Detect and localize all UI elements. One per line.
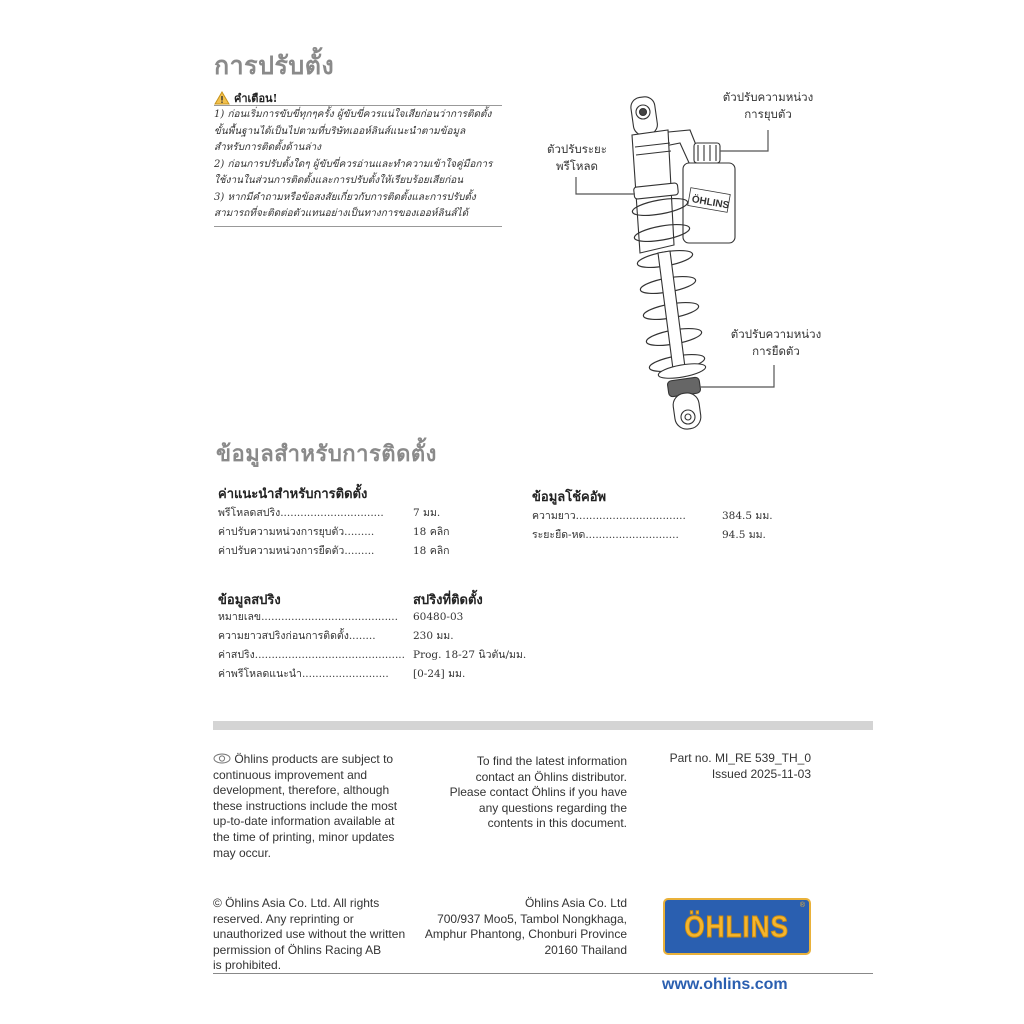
shock-absorber-diagram	[540, 85, 840, 435]
spring-values	[413, 608, 526, 684]
spring-table	[218, 608, 405, 684]
table-value: Prog. 18-27 นิวตัน/มม.	[413, 649, 527, 661]
notice-line: development, therefore, although	[213, 783, 390, 798]
table-row: ระยะยืด-หด............................	[532, 529, 679, 541]
table-value: 230 มม.	[413, 630, 454, 642]
notice-line: continuous improvement and	[213, 767, 368, 782]
part-number: Part no. MI_RE 539_TH_0	[669, 751, 811, 765]
warning-label: คำเตือน!	[234, 92, 278, 105]
footer-separator-bar	[213, 721, 873, 730]
company-address	[410, 896, 627, 958]
warning-line: 1) ก่อนเริ่มการขับขี่ทุกๆครั้ง ผู้ขับขี่ควรแน่ใจเสียก่อนว่าการติดตั้ง	[214, 109, 492, 120]
callout-line: พรีโหลด	[555, 159, 599, 173]
shock-table	[532, 507, 686, 545]
warning-bottom-rule	[214, 226, 502, 227]
table-row: ค่าสปริง.............................................	[218, 649, 405, 661]
table-value: 384.5 มม.	[722, 510, 773, 522]
shaft	[658, 251, 686, 377]
contact-line: Please contact Öhlins if you have	[449, 785, 627, 800]
setup-title: ข้อมูลสำหรับการติดตั้ง	[216, 441, 437, 467]
warning-line: 2) ก่อนการปรับตั้งใดๆ ผู้ขับขี่ควรอ่านและทำความเข้าใจคู่มือการ	[214, 158, 493, 170]
notice-line: may occur.	[213, 845, 272, 860]
document-info	[640, 751, 811, 782]
notice-line: up-to-date information available at	[213, 814, 395, 829]
warning-line: 3) หากมีคำถามหรือข้อสงสัยเกี่ยวกับการติดตั้งและการปรับตั้ง	[214, 191, 476, 203]
registered-mark-icon: ®	[799, 902, 805, 909]
adjustment-title: การปรับตั้ง	[214, 51, 335, 80]
address-line: Öhlins Asia Co. Ltd	[524, 896, 627, 910]
warning-icon	[214, 91, 230, 105]
copyright-line: is prohibited.	[213, 958, 282, 973]
notice-text: Öhlins products are subject to	[234, 752, 394, 766]
table-row: ค่าปรับความหน่วงการยุบตัว.........	[218, 526, 375, 538]
ohlins-logo	[663, 898, 811, 955]
copyright-line: permission of Öhlins Racing AB	[213, 942, 382, 957]
website-link[interactable]: www.ohlins.com	[662, 976, 788, 993]
contact-line: To find the latest information	[476, 754, 627, 768]
warning-line: ใช้งานในส่วนการติดตั้งและการปรับตั้งให้เรียบร้อยเสียก่อน	[214, 175, 464, 186]
table-value: 94.5 มม.	[722, 529, 766, 541]
copyright-line: reserved. Any reprinting or	[213, 911, 354, 926]
spring-heading: ข้อมูลสปริง	[218, 593, 281, 608]
table-row: ค่าปรับความหน่วงการยืดตัว.........	[218, 545, 375, 557]
table-row: ความยาว.................................	[532, 510, 686, 522]
recommended-values	[413, 504, 450, 561]
table-value: 18 คลิก	[413, 545, 450, 557]
callout-line: การยืดตัว	[752, 344, 800, 358]
compression-leader-line	[720, 130, 768, 151]
table-row: ค่าพรีโหลดแนะนำ..........................	[218, 668, 389, 680]
rebound-leader-line	[700, 365, 774, 387]
contact-line: contact an Öhlins distributor.	[475, 769, 627, 784]
issued-date: Issued 2025-11-03	[711, 766, 811, 781]
preload-leader-line	[576, 177, 635, 194]
table-row: ความยาวสปริงก่อนการติดตั้ง........	[218, 630, 376, 642]
copyright-line: © Öhlins Asia Co. Ltd. All rights	[213, 896, 380, 910]
spring-value-heading: สปริงที่ติดตั้ง	[413, 593, 483, 608]
table-value: 7 มม.	[413, 507, 441, 519]
notice-line: these instructions include the most	[213, 798, 398, 813]
eye-icon	[213, 753, 231, 764]
table-row: หมายเลข.........................................	[218, 611, 398, 623]
shock-values	[722, 507, 773, 545]
copyright-notice	[213, 896, 428, 974]
warning-top-rule	[214, 105, 502, 106]
callout-line: ตัวปรับความหน่วง	[722, 90, 814, 104]
address-line: 700/937 Moo5, Tambol Nongkhaga,	[437, 911, 627, 926]
warning-text	[214, 107, 514, 223]
table-value: 60480-03	[413, 611, 464, 623]
warning-line: ขั้นพื้นฐานได้เป็นไปตามที่บริษัทเออห์ลินส์แนะนำตามข้อมูล	[214, 125, 466, 137]
address-line: 20160 Thailand	[544, 942, 627, 957]
notice-line	[213, 752, 428, 768]
callout-line: ตัวปรับระยะ	[547, 142, 607, 156]
callout-preload-adjuster	[534, 141, 620, 175]
recommended-heading: ค่าแนะนำสำหรับการติดตั้ง	[218, 487, 368, 502]
contact-line: any questions regarding the	[478, 800, 627, 815]
logo-text: ÖHLINS	[684, 908, 790, 944]
contact-line: contents in this document.	[487, 816, 627, 831]
table-value: [0-24] มม.	[413, 668, 466, 680]
address-line: Amphur Phantong, Chonburi Province	[424, 927, 627, 942]
warning-line: สามารถที่จะติดต่อตัวแทนอย่างเป็นทางการของเออห์ลินส์ได้	[214, 208, 469, 219]
callout-compression-adjuster	[700, 89, 836, 123]
footer-contact	[430, 754, 627, 832]
recommended-table	[218, 504, 384, 561]
table-row: พรีโหลดสปริง...............................	[218, 507, 384, 519]
callout-rebound-adjuster	[708, 326, 844, 360]
callout-line: ตัวปรับความหน่วง	[730, 327, 822, 341]
footer-notice	[213, 752, 428, 861]
table-value: 18 คลิก	[413, 526, 450, 538]
reservoir-brand-label: ÖHLINS	[690, 194, 730, 212]
warning-line: สำหรับการติดตั้งด้านล่าง	[214, 142, 322, 153]
notice-line: the time of printing, minor updates	[213, 829, 395, 844]
shock-heading: ข้อมูลโช้คอัพ	[532, 490, 607, 505]
footer-bottom-rule	[213, 973, 873, 974]
copyright-line: unauthorized use without the written	[213, 927, 406, 942]
callout-line: การยุบตัว	[744, 107, 792, 121]
